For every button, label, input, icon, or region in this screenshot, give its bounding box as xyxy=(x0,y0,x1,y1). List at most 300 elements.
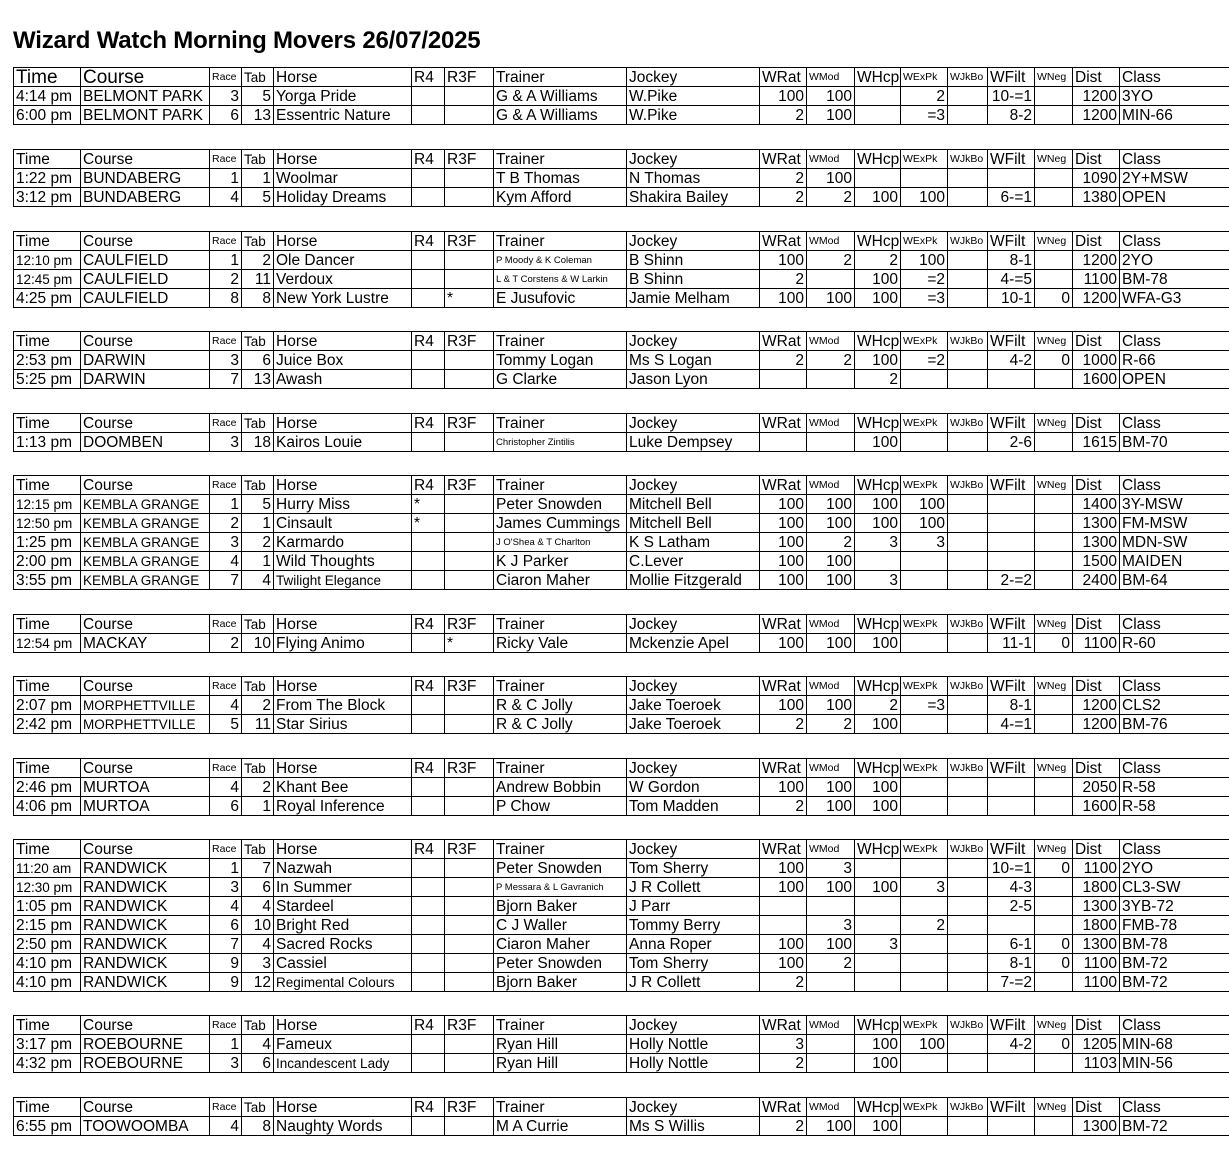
column-header: R3F xyxy=(445,759,494,778)
table-cell-r3f xyxy=(445,514,494,533)
column-header: WJkBo xyxy=(948,332,988,351)
table-cell-wneg xyxy=(1035,106,1073,125)
table-cell-jockey: J R Collett xyxy=(627,878,760,897)
column-header: Time xyxy=(14,414,81,433)
table-cell-wexpk: 100 xyxy=(901,1035,948,1054)
table-cell-tab: 4 xyxy=(242,1035,274,1054)
table-cell-tab: 18 xyxy=(242,433,274,452)
table-cell-tab: 6 xyxy=(242,1054,274,1073)
table-cell-wmod: 2 xyxy=(807,251,855,270)
table-cell-r4 xyxy=(412,169,445,188)
column-header: WExPk xyxy=(901,414,948,433)
column-header: WJkBo xyxy=(948,68,988,87)
table-cell-time: 12:10 pm xyxy=(14,251,81,270)
table-cell-wmod: 100 xyxy=(807,552,855,571)
table-cell-whcp: 100 xyxy=(855,495,901,514)
header-row xyxy=(14,414,1229,433)
column-header: Time xyxy=(14,1016,81,1035)
table-cell-r4 xyxy=(412,106,445,125)
column-header: WRat xyxy=(760,1098,807,1117)
table-cell-wmod: 2 xyxy=(807,715,855,734)
column-header: WHcp xyxy=(855,414,901,433)
table-cell-wexpk xyxy=(901,1054,948,1073)
table-cell-class: OPEN xyxy=(1120,188,1229,207)
table-cell-r3f xyxy=(445,533,494,552)
table-cell-course: RANDWICK xyxy=(81,878,210,897)
column-header: Trainer xyxy=(494,1098,627,1117)
column-header: Time xyxy=(14,150,81,169)
table-cell-dist: 1200 xyxy=(1073,289,1120,308)
table-cell-wfilt xyxy=(988,1117,1035,1136)
table-cell-time: 4:32 pm xyxy=(14,1054,81,1073)
table-cell-course: KEMBLA GRANGE xyxy=(81,514,210,533)
table-cell-whcp: 100 xyxy=(855,715,901,734)
table-cell-wfilt xyxy=(988,778,1035,797)
column-header: WNeg xyxy=(1035,232,1073,251)
table-cell-wneg xyxy=(1035,797,1073,816)
table-cell-wneg xyxy=(1035,169,1073,188)
table-cell-wjkbo xyxy=(948,188,988,207)
table-cell-class: 3YO xyxy=(1120,87,1229,106)
header-row xyxy=(14,332,1229,351)
table-cell-time: 12:54 pm xyxy=(14,634,81,653)
table-cell-trainer: Christopher Zintilis xyxy=(494,433,627,452)
column-header: R4 xyxy=(412,232,445,251)
table-cell-wmod: 100 xyxy=(807,797,855,816)
column-header: WJkBo xyxy=(948,476,988,495)
table-cell-wexpk xyxy=(901,552,948,571)
table-cell-r4 xyxy=(412,634,445,653)
table-cell-trainer: C J Waller xyxy=(494,916,627,935)
column-header: Time xyxy=(14,615,81,634)
table-cell-r3f xyxy=(445,495,494,514)
table-cell-tab: 13 xyxy=(242,370,274,389)
column-header: WFilt xyxy=(988,615,1035,634)
table-cell-wfilt: 11-1 xyxy=(988,634,1035,653)
table-cell-wfilt: 8-1 xyxy=(988,954,1035,973)
table-cell-whcp: 100 xyxy=(855,1054,901,1073)
column-header: Time xyxy=(14,476,81,495)
column-header: Race xyxy=(210,68,242,87)
table-row xyxy=(14,87,1229,106)
table-cell-r3f xyxy=(445,778,494,797)
column-header: R3F xyxy=(445,677,494,696)
column-header: Course xyxy=(81,1098,210,1117)
column-header: WMod xyxy=(807,476,855,495)
table-cell-r3f xyxy=(445,251,494,270)
table-cell-wneg xyxy=(1035,433,1073,452)
table-cell-horse: Hurry Miss xyxy=(274,495,412,514)
table-cell-race: 9 xyxy=(210,973,242,992)
table-cell-time: 6:00 pm xyxy=(14,106,81,125)
table-cell-tab: 10 xyxy=(242,916,274,935)
table-cell-time: 4:10 pm xyxy=(14,954,81,973)
column-header: Horse xyxy=(274,232,412,251)
column-header: WFilt xyxy=(988,476,1035,495)
table-row xyxy=(14,778,1229,797)
column-header: WNeg xyxy=(1035,1016,1073,1035)
table-cell-time: 4:06 pm xyxy=(14,797,81,816)
table-cell-wjkbo xyxy=(948,433,988,452)
table-cell-jockey: Tommy Berry xyxy=(627,916,760,935)
column-header: R4 xyxy=(412,1016,445,1035)
column-header: Race xyxy=(210,414,242,433)
table-cell-r3f xyxy=(445,87,494,106)
table-cell-whcp: 3 xyxy=(855,533,901,552)
table-cell-wexpk: 100 xyxy=(901,188,948,207)
column-header: WRat xyxy=(760,1016,807,1035)
table-cell-trainer: G & A Williams xyxy=(494,87,627,106)
column-header: R3F xyxy=(445,615,494,634)
column-header: Tab xyxy=(242,677,274,696)
table-cell-wmod: 100 xyxy=(807,1117,855,1136)
column-header: WJkBo xyxy=(948,232,988,251)
table-cell-jockey: Holly Nottle xyxy=(627,1035,760,1054)
table-cell-course: MORPHETTVILLE xyxy=(81,715,210,734)
table-cell-dist: 1300 xyxy=(1073,935,1120,954)
table-cell-wneg xyxy=(1035,552,1073,571)
table-cell-wmod xyxy=(807,370,855,389)
table-cell-time: 2:00 pm xyxy=(14,552,81,571)
column-header: WNeg xyxy=(1035,414,1073,433)
table-cell-wjkbo xyxy=(948,897,988,916)
column-header: Race xyxy=(210,1098,242,1117)
table-cell-wmod: 100 xyxy=(807,935,855,954)
column-header: Trainer xyxy=(494,615,627,634)
column-header: WHcp xyxy=(855,232,901,251)
table-row xyxy=(14,495,1229,514)
table-cell-wneg xyxy=(1035,571,1073,590)
table-cell-wfilt xyxy=(988,552,1035,571)
column-header: WHcp xyxy=(855,332,901,351)
table-cell-wmod: 2 xyxy=(807,533,855,552)
table-cell-r3f xyxy=(445,878,494,897)
table-cell-r3f xyxy=(445,897,494,916)
table-cell-wrat: 100 xyxy=(760,954,807,973)
table-cell-class: CL3-SW xyxy=(1120,878,1229,897)
column-header: WMod xyxy=(807,1098,855,1117)
table-row xyxy=(14,169,1229,188)
table-cell-jockey: W Gordon xyxy=(627,778,760,797)
table-cell-r3f: * xyxy=(445,289,494,308)
column-header: Tab xyxy=(242,1016,274,1035)
table-cell-wrat: 2 xyxy=(760,169,807,188)
column-header: R4 xyxy=(412,150,445,169)
column-header: WNeg xyxy=(1035,1098,1073,1117)
table-cell-wjkbo xyxy=(948,106,988,125)
table-cell-course: BUNDABERG xyxy=(81,188,210,207)
column-header: WFilt xyxy=(988,68,1035,87)
table-cell-r3f xyxy=(445,1054,494,1073)
column-header: Jockey xyxy=(627,1016,760,1035)
table-cell-wmod xyxy=(807,897,855,916)
table-cell-r3f xyxy=(445,370,494,389)
table-row xyxy=(14,552,1229,571)
table-cell-whcp xyxy=(855,954,901,973)
column-header: Dist xyxy=(1073,1098,1120,1117)
column-header: Class xyxy=(1120,414,1229,433)
race-table xyxy=(13,1015,1229,1073)
table-cell-race: 6 xyxy=(210,916,242,935)
table-cell-tab: 6 xyxy=(242,878,274,897)
table-cell-race: 1 xyxy=(210,251,242,270)
table-cell-wjkbo xyxy=(948,715,988,734)
table-cell-wjkbo xyxy=(948,351,988,370)
table-cell-r4 xyxy=(412,935,445,954)
table-cell-tab: 4 xyxy=(242,571,274,590)
table-cell-wfilt: 8-2 xyxy=(988,106,1035,125)
column-header: WNeg xyxy=(1035,677,1073,696)
table-cell-jockey: Tom Sherry xyxy=(627,859,760,878)
race-table xyxy=(13,839,1229,992)
table-cell-time: 11:20 am xyxy=(14,859,81,878)
column-header: Race xyxy=(210,332,242,351)
table-cell-trainer: Kym Afford xyxy=(494,188,627,207)
table-cell-horse: Cinsault xyxy=(274,514,412,533)
column-header: Tab xyxy=(242,150,274,169)
table-cell-class: MIN-56 xyxy=(1120,1054,1229,1073)
table-cell-trainer: Ryan Hill xyxy=(494,1035,627,1054)
table-cell-wexpk xyxy=(901,169,948,188)
table-cell-whcp: 3 xyxy=(855,935,901,954)
table-cell-r3f xyxy=(445,973,494,992)
table-cell-wjkbo xyxy=(948,778,988,797)
table-cell-dist: 1200 xyxy=(1073,251,1120,270)
table-row xyxy=(14,935,1229,954)
table-cell-race: 3 xyxy=(210,351,242,370)
column-header: Course xyxy=(81,150,210,169)
table-cell-race: 4 xyxy=(210,897,242,916)
header-row xyxy=(14,1016,1229,1035)
table-cell-wrat: 2 xyxy=(760,1054,807,1073)
column-header: WRat xyxy=(760,150,807,169)
table-cell-dist: 1100 xyxy=(1073,954,1120,973)
table-cell-trainer: J O'Shea & T Charlton xyxy=(494,533,627,552)
column-header: WRat xyxy=(760,232,807,251)
table-cell-whcp: 3 xyxy=(855,571,901,590)
column-header: R4 xyxy=(412,332,445,351)
column-header: Dist xyxy=(1073,232,1120,251)
table-row xyxy=(14,106,1229,125)
table-cell-time: 12:30 pm xyxy=(14,878,81,897)
column-header: WNeg xyxy=(1035,759,1073,778)
table-cell-tab: 1 xyxy=(242,514,274,533)
table-cell-r4 xyxy=(412,289,445,308)
table-cell-whcp xyxy=(855,169,901,188)
table-cell-wfilt: 2-=2 xyxy=(988,571,1035,590)
column-header: Trainer xyxy=(494,414,627,433)
table-row xyxy=(14,270,1229,289)
race-table xyxy=(13,676,1229,734)
table-cell-trainer: James Cummings xyxy=(494,514,627,533)
table-cell-wfilt xyxy=(988,1054,1035,1073)
table-cell-jockey: Anna Roper xyxy=(627,935,760,954)
table-cell-horse: Verdoux xyxy=(274,270,412,289)
column-header: Race xyxy=(210,476,242,495)
column-header: Time xyxy=(14,232,81,251)
table-cell-time: 1:25 pm xyxy=(14,533,81,552)
column-header: WJkBo xyxy=(948,677,988,696)
table-cell-tab: 11 xyxy=(242,715,274,734)
table-cell-trainer: Peter Snowden xyxy=(494,859,627,878)
table-cell-wneg xyxy=(1035,370,1073,389)
table-cell-horse: Yorga Pride xyxy=(274,87,412,106)
table-cell-wrat: 100 xyxy=(760,87,807,106)
table-cell-tab: 10 xyxy=(242,634,274,653)
table-cell-race: 4 xyxy=(210,778,242,797)
table-cell-wexpk xyxy=(901,433,948,452)
table-cell-time: 12:45 pm xyxy=(14,270,81,289)
table-cell-trainer: Ciaron Maher xyxy=(494,571,627,590)
table-cell-course: MORPHETTVILLE xyxy=(81,696,210,715)
table-cell-time: 4:25 pm xyxy=(14,289,81,308)
column-header: Jockey xyxy=(627,68,760,87)
table-cell-r4 xyxy=(412,370,445,389)
table-cell-wfilt: 4-=5 xyxy=(988,270,1035,289)
table-cell-wmod: 2 xyxy=(807,351,855,370)
table-cell-wneg xyxy=(1035,897,1073,916)
column-header: WMod xyxy=(807,332,855,351)
column-header: Race xyxy=(210,232,242,251)
table-row xyxy=(14,433,1229,452)
table-cell-r4 xyxy=(412,251,445,270)
column-header: WExPk xyxy=(901,677,948,696)
table-cell-whcp xyxy=(855,87,901,106)
table-cell-wneg xyxy=(1035,778,1073,797)
table-cell-wmod: 100 xyxy=(807,778,855,797)
table-cell-wexpk xyxy=(901,897,948,916)
table-cell-wrat: 2 xyxy=(760,1117,807,1136)
table-cell-race: 5 xyxy=(210,715,242,734)
column-header: WExPk xyxy=(901,68,948,87)
table-cell-wexpk: 100 xyxy=(901,514,948,533)
header-row xyxy=(14,476,1229,495)
table-cell-race: 3 xyxy=(210,878,242,897)
table-cell-r4 xyxy=(412,715,445,734)
table-cell-race: 7 xyxy=(210,571,242,590)
table-cell-wrat: 100 xyxy=(760,289,807,308)
table-cell-trainer: G & A Williams xyxy=(494,106,627,125)
header-row xyxy=(14,1098,1229,1117)
table-cell-class: R-66 xyxy=(1120,351,1229,370)
table-cell-class: BM-70 xyxy=(1120,433,1229,452)
table-cell-race: 2 xyxy=(210,634,242,653)
table-cell-wrat: 2 xyxy=(760,188,807,207)
column-header: Trainer xyxy=(494,232,627,251)
table-cell-wfilt: 4-2 xyxy=(988,1035,1035,1054)
table-cell-tab: 11 xyxy=(242,270,274,289)
table-cell-r3f xyxy=(445,351,494,370)
table-cell-tab: 8 xyxy=(242,289,274,308)
table-cell-jockey: Jake Toeroek xyxy=(627,715,760,734)
table-cell-horse: Regimental Colours xyxy=(274,973,412,992)
table-cell-r3f xyxy=(445,916,494,935)
column-header: R4 xyxy=(412,615,445,634)
table-cell-jockey: W.Pike xyxy=(627,106,760,125)
column-header: Course xyxy=(81,1016,210,1035)
table-row xyxy=(14,351,1229,370)
column-header: Dist xyxy=(1073,414,1120,433)
table-cell-tab: 12 xyxy=(242,973,274,992)
column-header: Dist xyxy=(1073,1016,1120,1035)
table-cell-whcp: 100 xyxy=(855,1117,901,1136)
table-row xyxy=(14,797,1229,816)
table-cell-course: RANDWICK xyxy=(81,954,210,973)
table-cell-r4 xyxy=(412,571,445,590)
table-cell-wmod: 100 xyxy=(807,106,855,125)
column-header: WJkBo xyxy=(948,1016,988,1035)
table-cell-wfilt: 8-1 xyxy=(988,696,1035,715)
column-header: R3F xyxy=(445,476,494,495)
table-cell-race: 2 xyxy=(210,514,242,533)
table-cell-wmod: 100 xyxy=(807,289,855,308)
table-cell-wrat: 2 xyxy=(760,351,807,370)
table-cell-r3f: * xyxy=(445,634,494,653)
table-cell-wneg: 0 xyxy=(1035,935,1073,954)
column-header: WExPk xyxy=(901,759,948,778)
column-header: Course xyxy=(81,759,210,778)
race-table xyxy=(13,149,1229,207)
column-header: Horse xyxy=(274,476,412,495)
table-cell-race: 1 xyxy=(210,169,242,188)
table-cell-horse: Holiday Dreams xyxy=(274,188,412,207)
table-cell-wjkbo xyxy=(948,1117,988,1136)
column-header: WHcp xyxy=(855,677,901,696)
table-cell-trainer: Ciaron Maher xyxy=(494,935,627,954)
column-header: WJkBo xyxy=(948,759,988,778)
table-cell-tab: 13 xyxy=(242,106,274,125)
table-cell-horse: Nazwah xyxy=(274,859,412,878)
table-cell-class: BM-78 xyxy=(1120,270,1229,289)
table-cell-race: 7 xyxy=(210,935,242,954)
table-cell-time: 4:10 pm xyxy=(14,973,81,992)
table-cell-time: 2:15 pm xyxy=(14,916,81,935)
table-cell-wneg xyxy=(1035,696,1073,715)
table-cell-wmod: 3 xyxy=(807,859,855,878)
table-cell-jockey: C.Lever xyxy=(627,552,760,571)
table-cell-wrat xyxy=(760,897,807,916)
column-header: Dist xyxy=(1073,677,1120,696)
table-cell-wfilt: 4-=1 xyxy=(988,715,1035,734)
table-cell-course: CAULFIELD xyxy=(81,289,210,308)
column-header: Trainer xyxy=(494,68,627,87)
table-cell-r3f xyxy=(445,270,494,289)
column-header: Race xyxy=(210,759,242,778)
table-cell-horse: Wild Thoughts xyxy=(274,552,412,571)
table-cell-wjkbo xyxy=(948,571,988,590)
table-cell-wrat: 100 xyxy=(760,935,807,954)
table-cell-wfilt xyxy=(988,514,1035,533)
table-cell-horse: Essentric Nature xyxy=(274,106,412,125)
table-cell-time: 2:53 pm xyxy=(14,351,81,370)
race-table xyxy=(13,614,1229,653)
header-row xyxy=(14,840,1229,859)
table-cell-wneg xyxy=(1035,514,1073,533)
table-cell-time: 12:15 pm xyxy=(14,495,81,514)
race-table xyxy=(13,758,1229,816)
table-cell-wneg xyxy=(1035,533,1073,552)
table-cell-dist: 1300 xyxy=(1073,533,1120,552)
table-cell-whcp: 100 xyxy=(855,778,901,797)
race-table xyxy=(13,331,1229,389)
column-header: Class xyxy=(1120,677,1229,696)
table-cell-wjkbo xyxy=(948,533,988,552)
table-cell-time: 6:55 pm xyxy=(14,1117,81,1136)
table-cell-trainer: M A Currie xyxy=(494,1117,627,1136)
column-header: WHcp xyxy=(855,615,901,634)
table-cell-r3f xyxy=(445,571,494,590)
table-cell-class: 2YO xyxy=(1120,859,1229,878)
